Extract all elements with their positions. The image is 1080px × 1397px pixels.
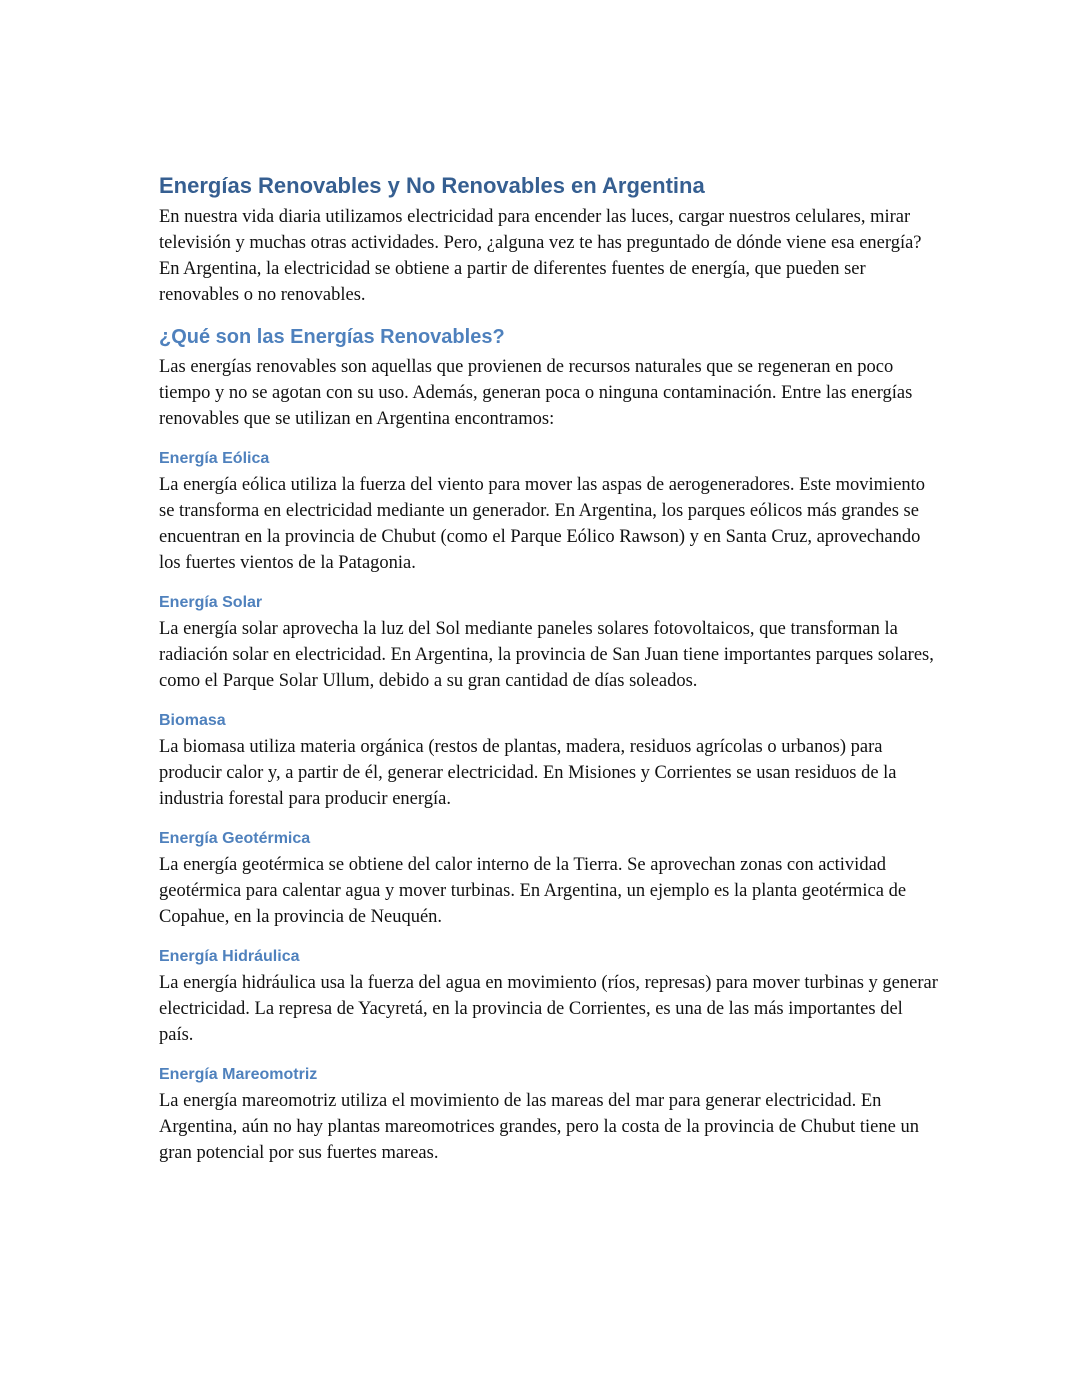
subsection-heading-eolica: Energía Eólica <box>159 450 270 467</box>
subsection-text-eolica: La energía eólica utiliza la fuerza del viento para mover las aspas de aerogeneradores. Este movimiento se transforma en electricidad mediante un generador. En Argentina, los parques eólicos más grandes se encuentran en la provincia de Chubut (como el Parque Eólico Rawson) y en Santa Cruz, aprovechando los fuertes vientos de la Patagonia. <box>159 475 926 573</box>
subsection-text-mareomotriz: La energía mareomotriz utiliza el movimiento de las mareas del mar para generar electricidad. En Argentina, aún no hay plantas mareomotrices grandes, pero la costa de la provincia de Chubut tiene un gran potencial por sus fuertes mareas. <box>159 1091 919 1163</box>
subsection-hidraulica <box>159 944 939 1048</box>
subsection-text-solar: La energía solar aprovecha la luz del Sol mediante paneles solares fotovoltaicos, que transforman la radiación solar en electricidad. En Argentina, la provincia de San Juan tiene importantes parques solares, como el Parque Solar Ullum, debido a su gran cantidad de días soleados. <box>159 619 934 691</box>
subsection-biomasa <box>159 708 939 812</box>
subsection-heading-biomasa: Biomasa <box>159 712 226 729</box>
subsection-heading-hidraulica: Energía Hidráulica <box>159 948 300 965</box>
subsection-text-hidraulica: La energía hidráulica usa la fuerza del agua en movimiento (ríos, represas) para mover turbinas y generar electricidad. La represa de Yacyretá, en la provincia de Corrientes, es una de las más importantes del país. <box>159 973 938 1045</box>
subsection-solar <box>159 590 939 694</box>
intro-paragraph: En nuestra vida diaria utilizamos electricidad para encender las luces, cargar nuestros celulares, mirar televisión y muchas otras actividades. Pero, ¿alguna vez te has preguntado de dónde viene esa energía? En Argentina, la electricidad se obtiene a partir de diferentes fuentes de energía, que pueden ser renovables o no renovables. <box>159 207 922 305</box>
subsection-heading-solar: Energía Solar <box>159 594 263 611</box>
document-title: Energías Renovables y No Renovables en Argentina <box>159 173 705 198</box>
subsection-text-biomasa: La biomasa utiliza materia orgánica (restos de plantas, madera, residuos agrícolas o urbanos) para producir calor y, a partir de él, generar electricidad. En Misiones y Corrientes se usan residuos de la industria forestal para producir energía. <box>159 737 897 809</box>
renewables-section <box>159 322 939 1166</box>
subsection-heading-mareomotriz: Energía Mareomotriz <box>159 1066 318 1083</box>
renewables-paragraph: Las energías renovables son aquellas que provienen de recursos naturales que se regeneran en poco tiempo y no se agotan con su uso. Además, generan poca o ninguna contaminación. Entre las energías renovables que se utilizan en Argentina encontramos: <box>159 357 913 429</box>
subsection-geotermica <box>159 826 939 930</box>
subsection-eolica <box>159 446 939 576</box>
subsection-mareomotriz <box>159 1062 939 1166</box>
subsection-heading-geotermica: Energía Geotérmica <box>159 830 311 847</box>
document-page <box>159 170 939 1166</box>
subsection-text-geotermica: La energía geotérmica se obtiene del calor interno de la Tierra. Se aprovechan zonas con actividad geotérmica para calentar agua y mover turbinas. En Argentina, un ejemplo es la planta geotérmica de Copahue, en la provincia de Neuquén. <box>159 855 907 927</box>
renewables-heading: ¿Qué son las Energías Renovables? <box>159 326 505 348</box>
